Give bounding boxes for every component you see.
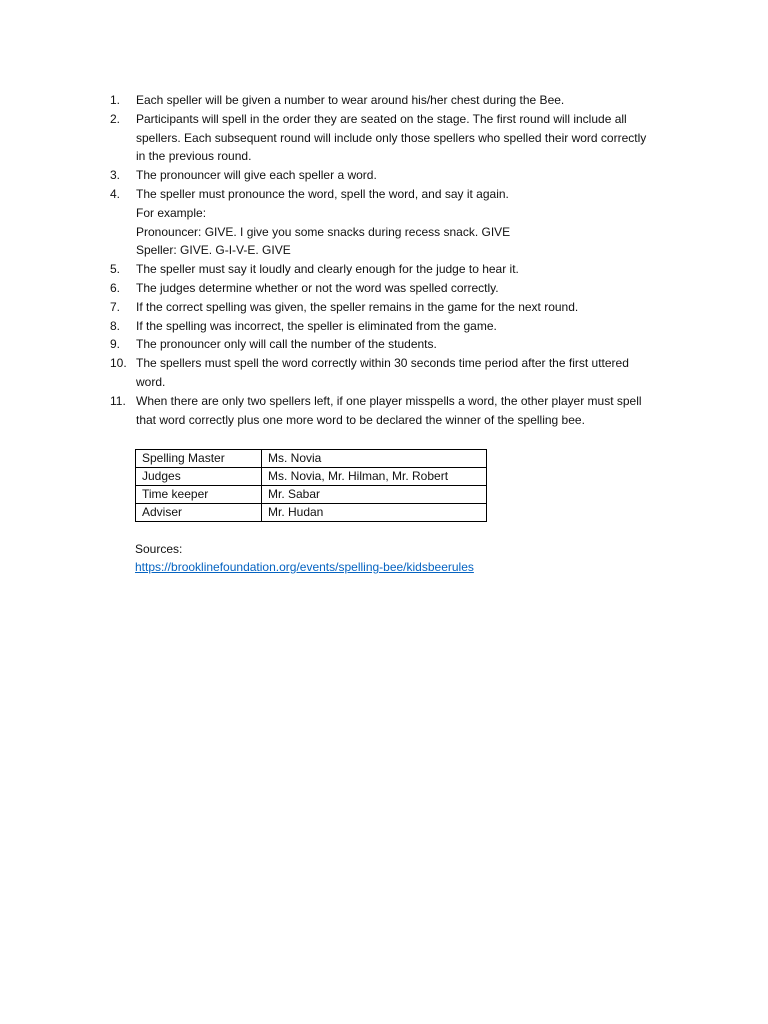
rule-text: that word correctly plus one more word to be declared the winner of the spelling bee. bbox=[136, 412, 585, 427]
rule-number: 1. bbox=[110, 93, 121, 107]
table-row bbox=[136, 468, 487, 486]
rule-text: Participants will spell in the order they are seated on the stage. The first round will include all bbox=[136, 111, 627, 126]
table-row bbox=[136, 504, 487, 522]
rule-text: The speller must pronounce the word, spell the word, and say it again. bbox=[136, 186, 509, 201]
rule-text: Each speller will be given a number to wear around his/her chest during the Bee. bbox=[136, 93, 565, 107]
name-cell: Ms. Novia bbox=[262, 450, 487, 468]
sources-label: Sources: bbox=[135, 542, 183, 556]
rule-number: 2. bbox=[110, 111, 121, 126]
rule-text: The pronouncer only will call the number of the students. bbox=[136, 337, 437, 352]
rule-number: 9. bbox=[110, 337, 121, 352]
rule-number: 11. bbox=[110, 393, 126, 408]
rule-number: 10. bbox=[110, 356, 127, 371]
name-cell: Mr. Sabar bbox=[262, 486, 487, 504]
rules-list bbox=[110, 91, 690, 429]
rule-text: in the previous round. bbox=[136, 149, 252, 164]
rule-text: When there are only two spellers left, if one player misspells a word, the other player must spell bbox=[136, 393, 642, 408]
rule-number: 5. bbox=[110, 262, 121, 277]
rule-item bbox=[110, 335, 690, 354]
rule-text: The judges determine whether or not the word was spelled correctly. bbox=[136, 280, 499, 295]
example-pronouncer-line: Pronouncer: GIVE. I give you some snacks during recess snack. GIVE bbox=[136, 224, 511, 239]
rule-item bbox=[110, 110, 690, 166]
rule-text: If the spelling was incorrect, the speller is eliminated from the game. bbox=[136, 318, 497, 333]
rule-number: 4. bbox=[110, 186, 121, 201]
rule-number: 7. bbox=[110, 299, 121, 314]
rule-item bbox=[110, 185, 690, 260]
rule-text: The spellers must spell the word correctly within 30 seconds time period after the first uttered bbox=[136, 356, 629, 371]
example-speller-line: Speller: GIVE. G-I-V-E. GIVE bbox=[136, 243, 291, 258]
rule-item bbox=[110, 279, 690, 298]
rule-text: The pronouncer will give each speller a word. bbox=[136, 168, 377, 183]
rule-item bbox=[110, 317, 690, 336]
rule-item bbox=[110, 354, 690, 392]
rule-text: If the correct spelling was given, the speller remains in the game for the next round. bbox=[136, 299, 579, 314]
table-row bbox=[136, 486, 487, 504]
rule-text: The speller must say it loudly and clearly enough for the judge to hear it. bbox=[136, 262, 519, 277]
rule-item bbox=[110, 298, 690, 317]
rule-number: 8. bbox=[110, 318, 121, 333]
role-cell: Time keeper bbox=[136, 486, 262, 504]
sources-link[interactable]: https://brooklinefoundation.org/events/spelling-bee/kidsbeerules bbox=[135, 560, 474, 574]
rule-item bbox=[110, 91, 690, 110]
rule-number: 3. bbox=[110, 168, 121, 183]
role-cell: Adviser bbox=[136, 504, 262, 522]
role-cell: Spelling Master bbox=[136, 450, 262, 468]
rule-number: 6. bbox=[110, 280, 121, 295]
rule-text: word. bbox=[136, 374, 166, 389]
rule-item bbox=[110, 166, 690, 185]
rule-item bbox=[110, 392, 690, 430]
example-intro: For example: bbox=[136, 205, 207, 220]
table-row bbox=[136, 450, 487, 468]
staff-table bbox=[135, 449, 487, 522]
name-cell: Mr. Hudan bbox=[262, 504, 487, 522]
rule-text: spellers. Each subsequent round will include only those spellers who spelled their word correctly bbox=[136, 130, 647, 145]
name-cell: Ms. Novia, Mr. Hilman, Mr. Robert bbox=[262, 468, 487, 486]
rule-item bbox=[110, 260, 690, 279]
role-cell: Judges bbox=[136, 468, 262, 486]
